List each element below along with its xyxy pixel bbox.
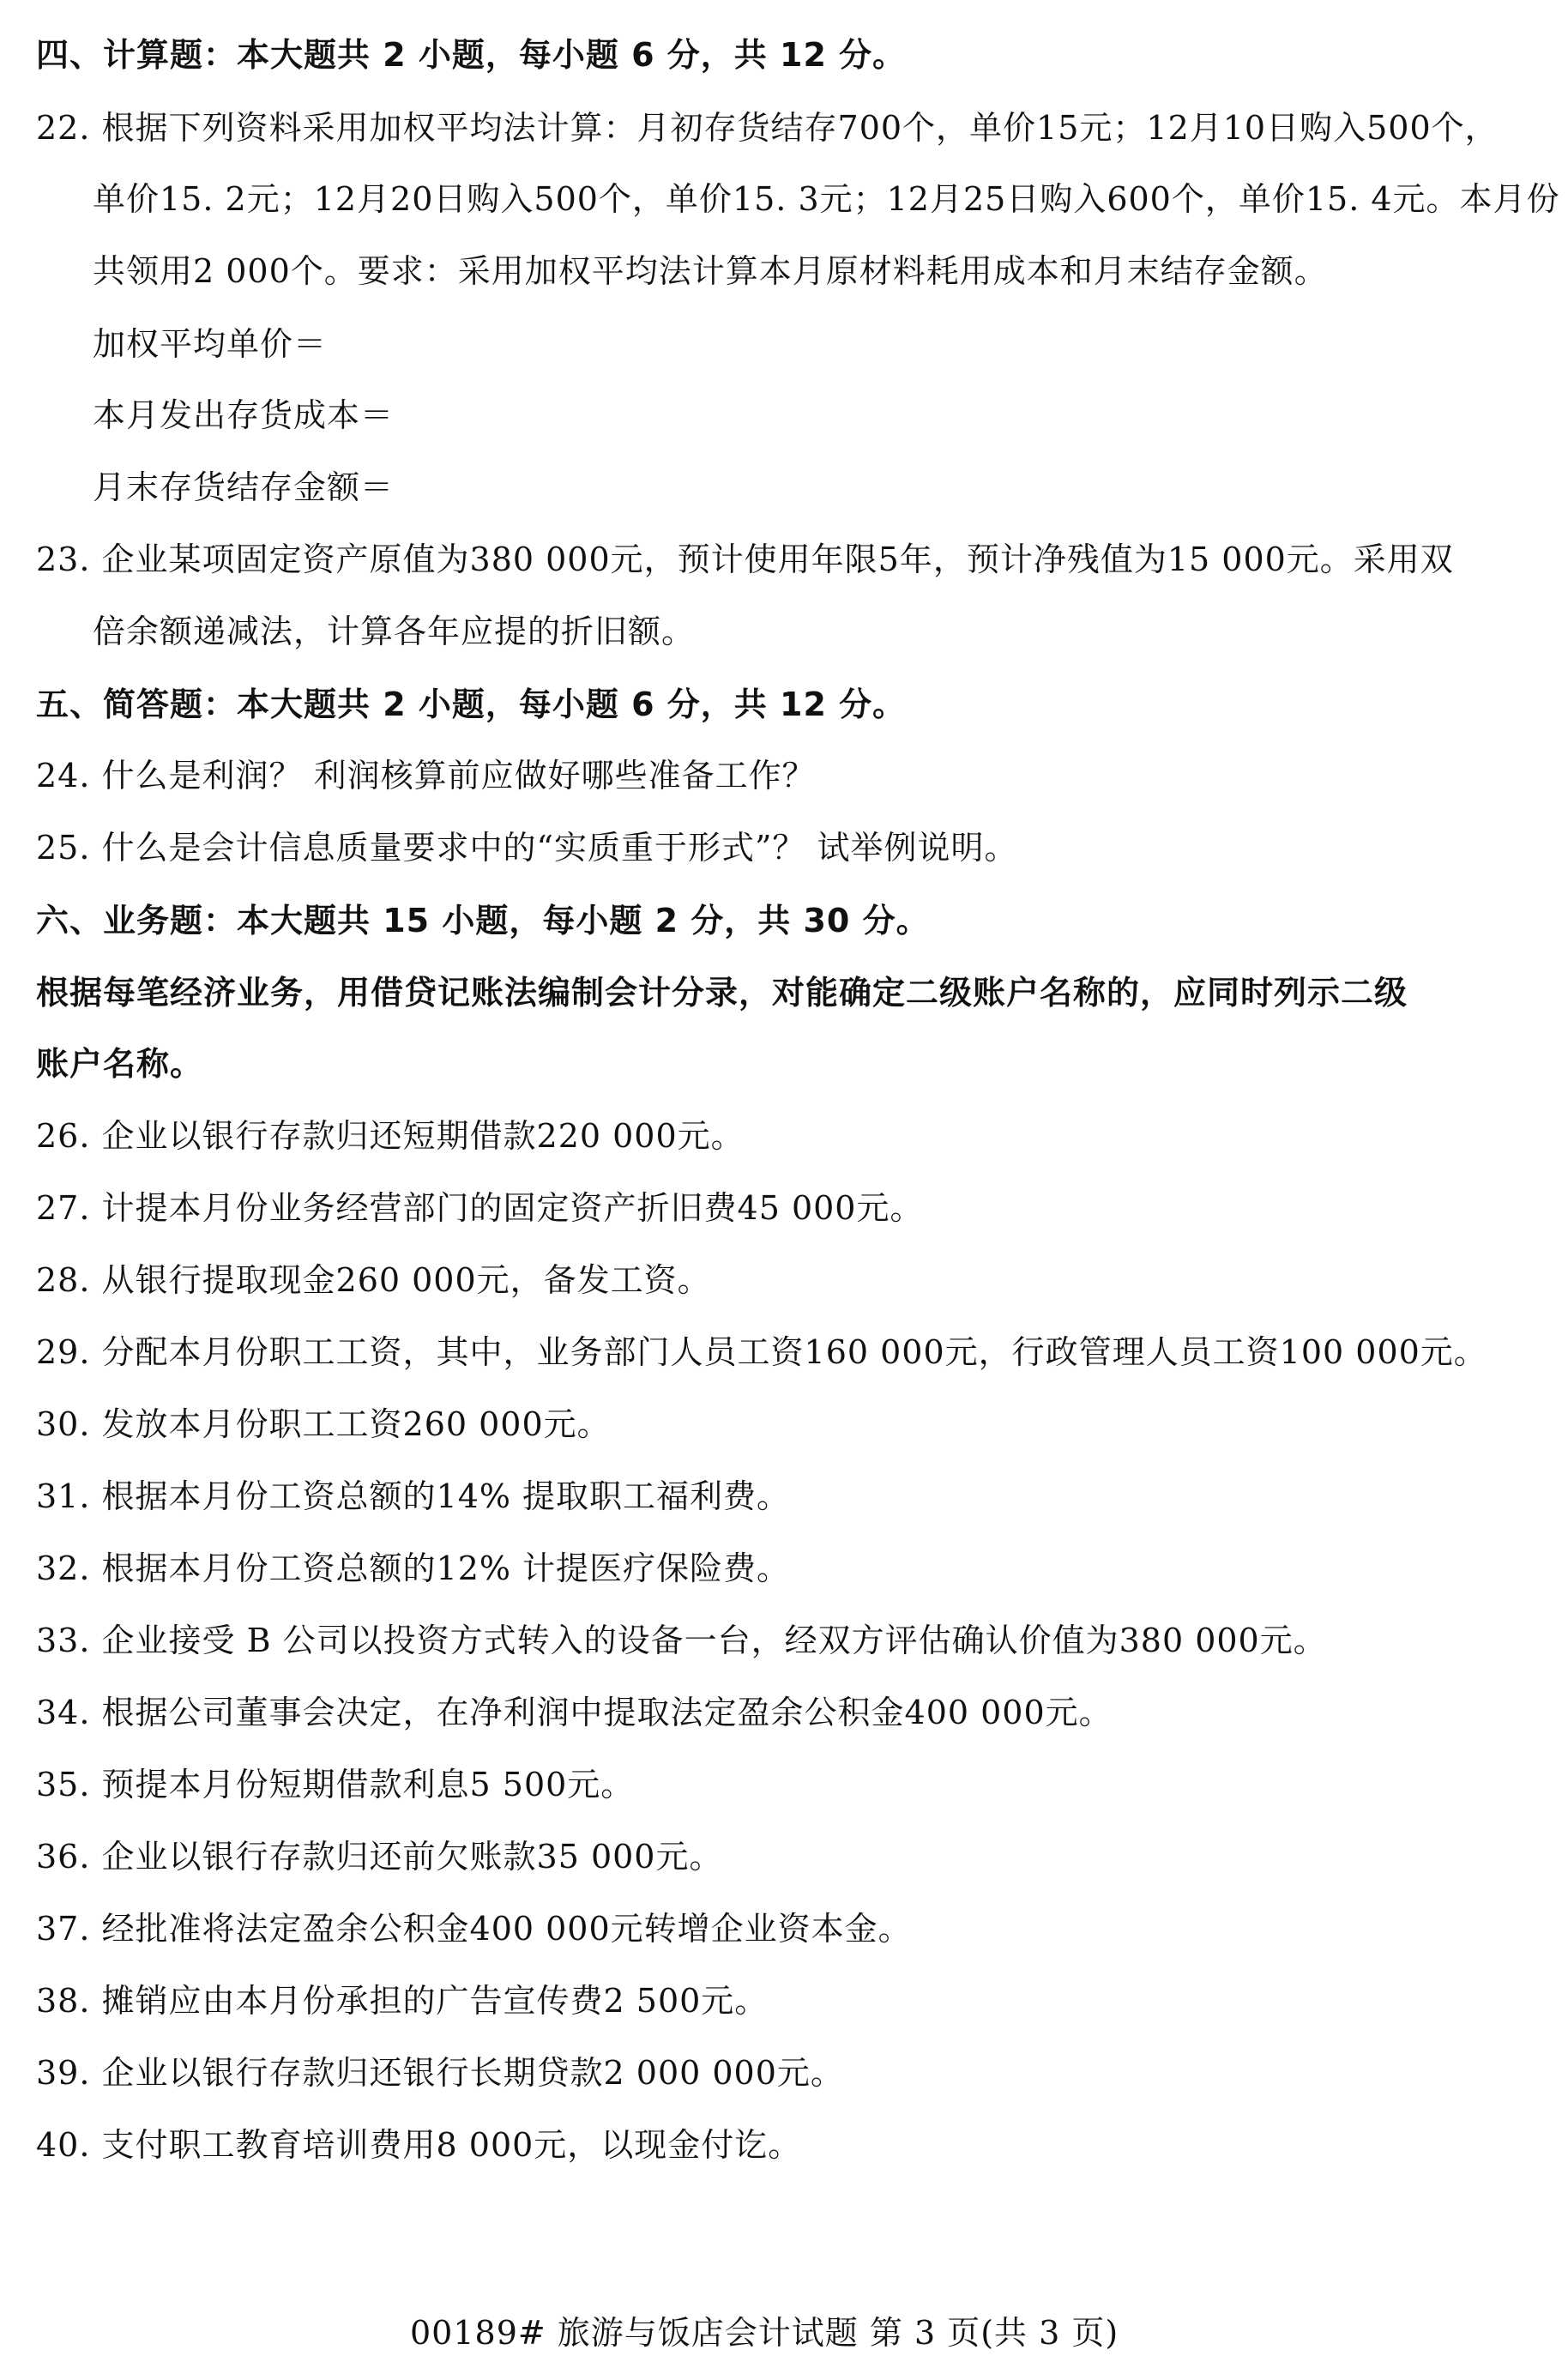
business-item-32: 32. 根据本月份工资总额的12% 计提医疗保险费。 [36, 1549, 791, 1587]
business-item-35: 35. 预提本月份短期借款利息5 500元。 [36, 1766, 635, 1803]
ending-inventory-amount-blank: 月末存货结存金额＝ [93, 468, 395, 506]
question-22-line-2: 单价15. 2元；12月20日购入500个，单价15. 3元；12月25日购入600个，单价15. 4元。本月份 [93, 180, 1560, 218]
question-25: 25. 什么是会计信息质量要求中的“实质重于形式”？ 试举例说明。 [36, 829, 1018, 867]
business-item-26: 26. 企业以银行存款归还短期借款220 000元。 [36, 1117, 745, 1155]
business-item-33: 33. 企业接受 B 公司以投资方式转入的设备一台，经双方评估确认价值为380 000元。 [36, 1622, 1327, 1659]
weighted-average-unit-price-blank: 加权平均单价＝ [93, 325, 328, 363]
section-5-header: 五、简答题：本大题共 2 小题，每小题 6 分，共 12 分。 [36, 686, 907, 723]
business-item-28: 28. 从银行提取现金260 000元，备发工资。 [36, 1261, 711, 1299]
question-23-line-1: 23. 企业某项固定资产原值为380 000元，预计使用年限5年，预计净残值为15 000元。采用双 [36, 541, 1454, 578]
business-item-27: 27. 计提本月份业务经营部门的固定资产折旧费45 000元。 [36, 1189, 924, 1227]
issued-inventory-cost-blank: 本月发出存货成本＝ [93, 396, 395, 434]
section-6-instruction-line-1: 根据每笔经济业务，用借贷记账法编制会计分录，对能确定二级账户名称的，应同时列示二级 [36, 974, 1408, 1012]
business-item-39: 39. 企业以银行存款归还银行长期贷款2 000 000元。 [36, 2054, 844, 2092]
question-23-line-2: 倍余额递减法，计算各年应提的折旧额。 [93, 613, 696, 650]
section-6-header: 六、业务题：本大题共 15 小题，每小题 2 分，共 30 分。 [36, 902, 930, 939]
business-item-36: 36. 企业以银行存款归还前欠账款35 000元。 [36, 1838, 723, 1876]
business-item-34: 34. 根据公司董事会决定，在净利润中提取法定盈余公积金400 000元。 [36, 1694, 1113, 1731]
business-item-40: 40. 支付职工教育培训费用8 000元，以现金付讫。 [36, 2126, 802, 2164]
business-item-38: 38. 摊销应由本月份承担的广告宣传费2 500元。 [36, 1982, 769, 2020]
business-item-31: 31. 根据本月份工资总额的14% 提取职工福利费。 [36, 1477, 791, 1515]
question-22-line-3: 共领用2 000个。要求：采用加权平均法计算本月原材料耗用成本和月末结存金额。 [93, 252, 1328, 290]
business-item-29: 29. 分配本月份职工工资，其中，业务部门人员工资160 000元，行政管理人员工资100 000元。 [36, 1333, 1487, 1371]
business-item-30: 30. 发放本月份职工工资260 000元。 [36, 1405, 611, 1443]
section-4-header: 四、计算题：本大题共 2 小题，每小题 6 分，共 12 分。 [36, 36, 907, 74]
page-footer: 00189# 旅游与饭店会计试题 第 3 页(共 3 页) [410, 2314, 1119, 2352]
business-item-37: 37. 经批准将法定盈余公积金400 000元转增企业资本金。 [36, 1910, 912, 1948]
question-22-line-1: 22. 根据下列资料采用加权平均法计算：月初存货结存700个，单价15元；12月10日购入500个， [36, 109, 1499, 147]
question-24: 24. 什么是利润？ 利润核算前应做好哪些准备工作？ [36, 757, 816, 794]
section-6-instruction-line-2: 账户名称。 [36, 1045, 204, 1083]
